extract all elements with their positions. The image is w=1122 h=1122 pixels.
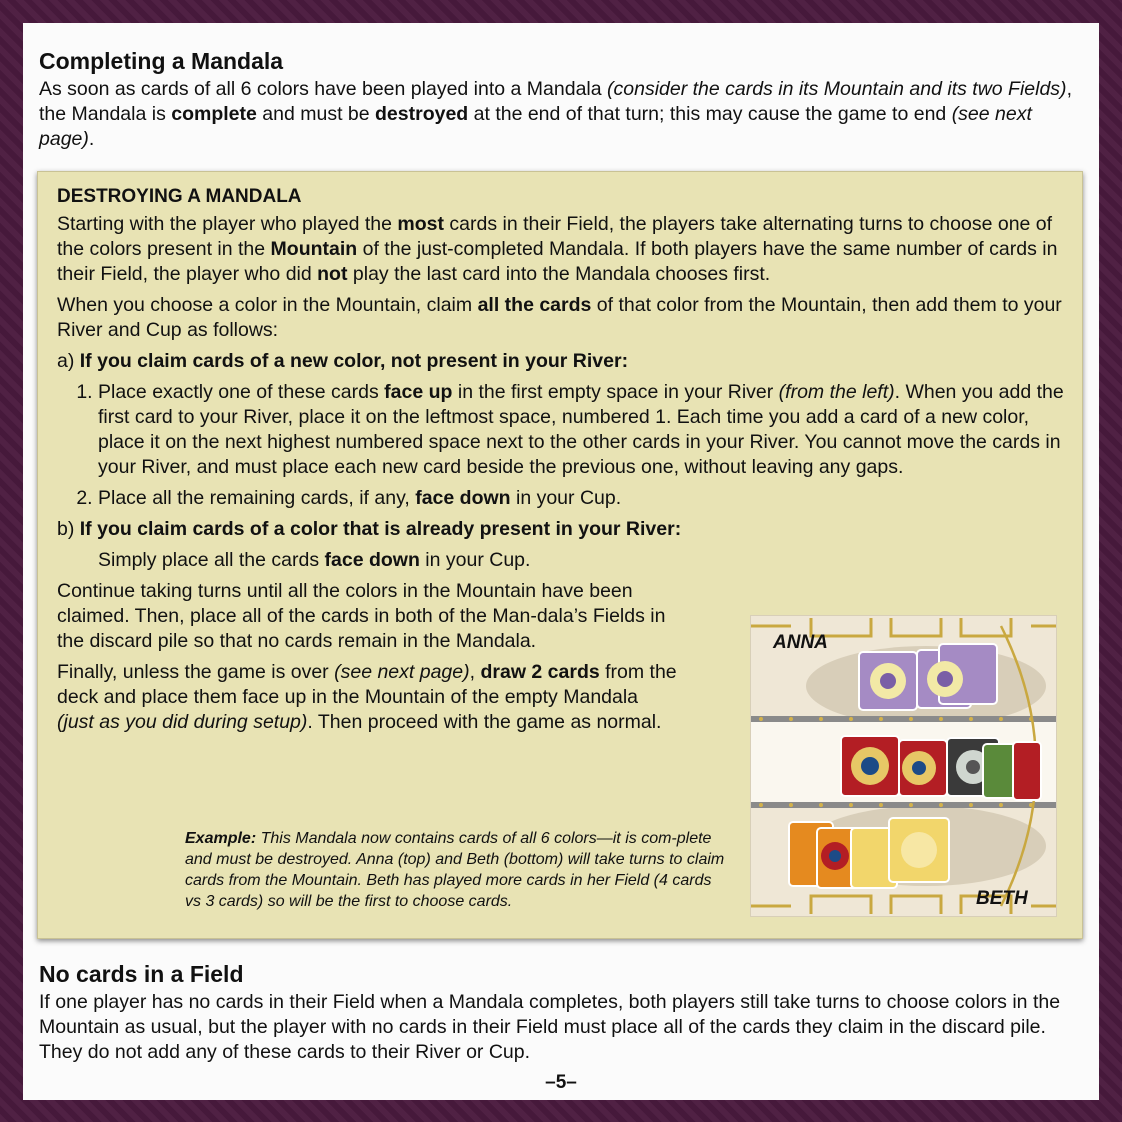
destroying-title: DESTROYING A MANDALA: [57, 186, 302, 207]
case-a-heading: a) If you claim cards of a new color, not present in your River:: [57, 350, 629, 372]
no-cards-title: No cards in a Field: [39, 961, 244, 987]
no-cards-section: [39, 960, 1087, 1065]
destroying-paragraph-4: Finally, unless the game is over (see next page), draw 2 cards from the deck and place them face up in the Mountain of the empty Mandala (just as you did during setup). Then proceed with the game as normal.: [57, 661, 677, 733]
destroying-box: [37, 171, 1083, 939]
example-figure: [750, 615, 1057, 917]
completing-paragraph: As soon as cards of all 6 colors have been played into a Mandala (consider the cards in its Mountain and its two Fields), the Mandala is complete and must be destroyed at the end of that turn; this may cause the game to end (see next page).: [39, 78, 1072, 150]
figure-label-beth: BETH: [976, 888, 1028, 909]
destroying-paragraph-3: Continue taking turns until all the colors in the Mountain have been claimed. Then, place all of the cards in both of the Man-dala’s Fields in the discard pile so that no cards remain in the Mandala.: [57, 580, 666, 652]
case-a-steps: [57, 380, 1067, 511]
case-b-heading: b) If you claim cards of a color that is already present in your River:: [57, 518, 682, 540]
no-cards-paragraph: If one player has no cards in their Field when a Mandala completes, both players still take turns to choose colors in the Mountain as usual, but the player with no cards in their Field must place all of the cards they claim in the discard pile. They do not add any of these cards to their River or Cup.: [39, 991, 1061, 1063]
rulebook-page: [23, 23, 1099, 1100]
step-1: 1. Place exactly one of these cards face up in the first empty space in your River (from the left). When you add the first card to your River, place it on the leftmost space, numbered 1. Each time you add a card of a new color, place it on the next highest numbered space next to the other cards in your River. You cannot move the cards in your River, and must place each new card beside the previous one, without leaving any gaps.: [98, 380, 1067, 480]
destroying-paragraph-2: When you choose a color in the Mountain, claim all the cards of that color from the Mountain, then add them to your River and Cup as follows:: [57, 294, 1062, 341]
completing-title: Completing a Mandala: [39, 48, 284, 74]
step-2: 2. Place all the remaining cards, if any, face down in your Cup.: [98, 486, 1067, 511]
page-number: –5–: [545, 1072, 577, 1093]
destroying-paragraph-1: Starting with the player who played the most cards in their Field, the players take alternating turns to choose one of the colors present in the Mountain of the just-completed Mandala. If both players have the same number of cards in their Field, the player who did not play the last card into the Mandala chooses first.: [57, 213, 1058, 285]
figure-label-anna: ANNA: [773, 632, 828, 653]
completing-section: [39, 47, 1087, 152]
mandala-board-illustration: [751, 616, 1056, 916]
example-caption: Example: This Mandala now contains cards of all 6 colors—it is com-plete and must be destroyed. Anna (top) and Beth (bottom) will take turns to claim cards from the Mountain. Beth has played more cards in her Field (4 cards vs 3 cards) so will be the first to choose cards.: [185, 830, 725, 910]
case-b-text: Simply place all the cards face down in your Cup.: [98, 549, 531, 571]
